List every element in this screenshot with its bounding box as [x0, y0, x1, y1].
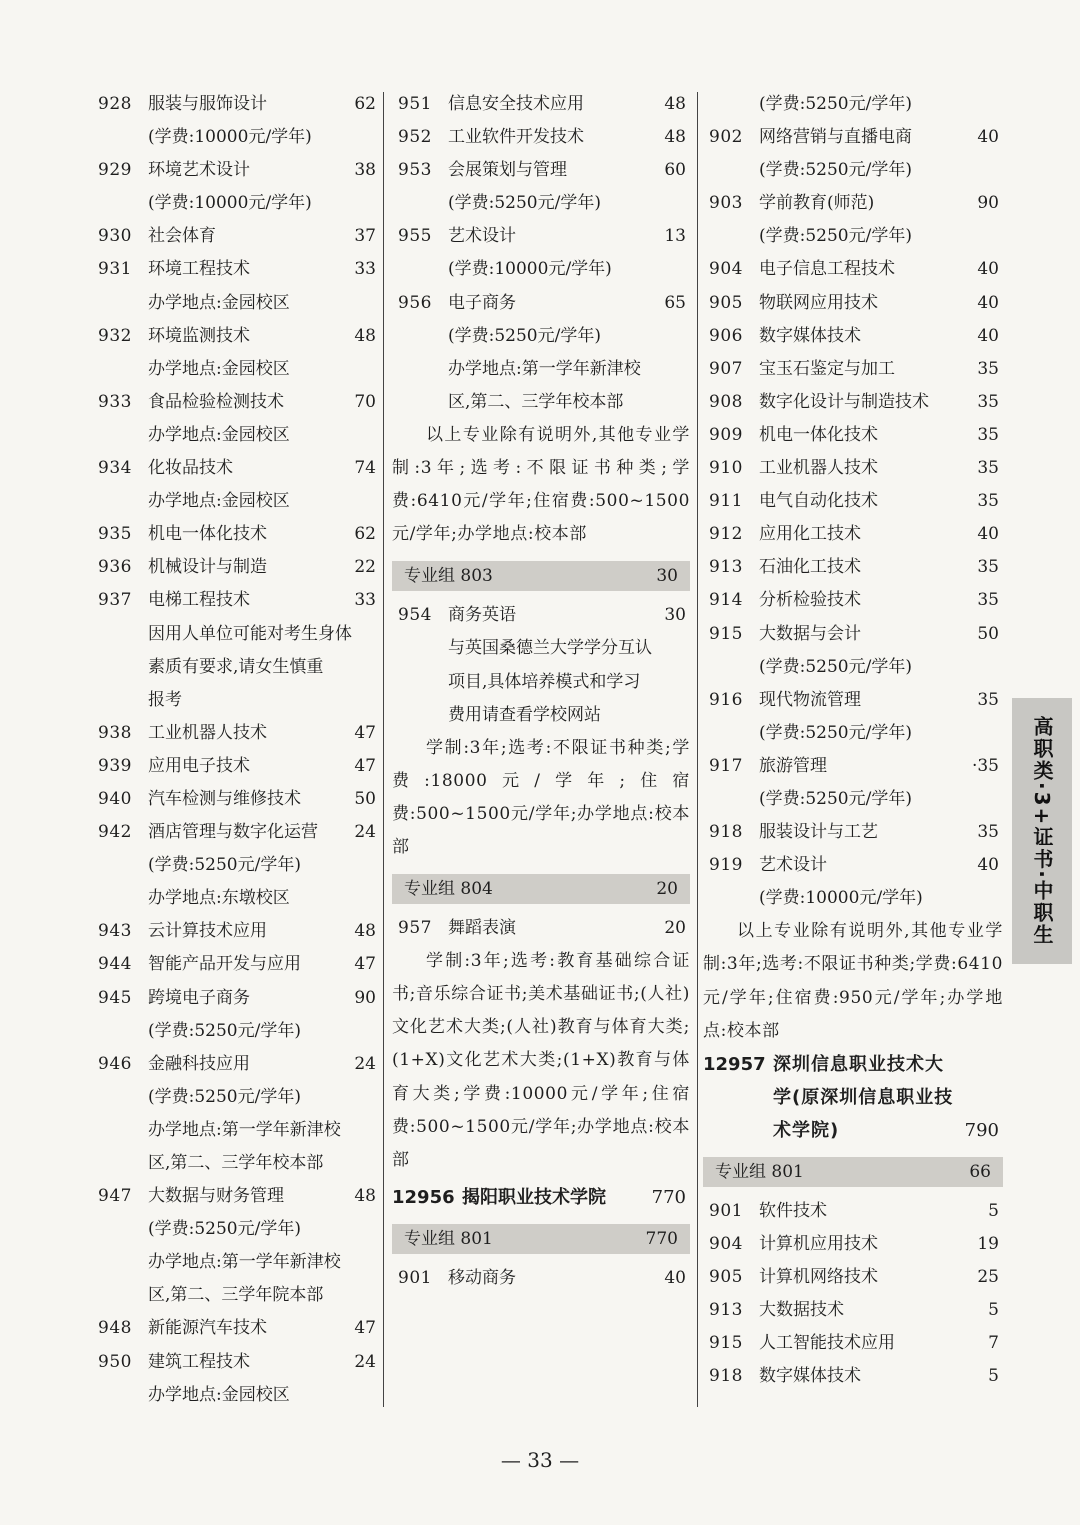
policy-paragraph: 学制:3年;选考:教育基础综合证书;音乐综合证书;美术基础证书;(人社)文化艺术大类;(人社)教育与体育大类;(1+X)文化艺术大类;(1+X)教育与体育大类;学费:10000元/学年;住宿费:500~1500元/学年;办学地点:校本部 [392, 951, 690, 1170]
major-name: 化妆品技术 [148, 458, 233, 479]
major-note: (学费:5250元/学年) [759, 788, 912, 809]
major-code: 907 [709, 358, 743, 379]
column-3 [703, 88, 1003, 1408]
major-name: 现代物流管理 [759, 689, 861, 710]
major-note: (学费:5250元/学年) [759, 160, 912, 181]
major-name: 工业软件开发技术 [448, 127, 584, 148]
major-code: 957 [398, 918, 432, 939]
enrollment-count: 24 [354, 1053, 376, 1074]
major-note: (学费:5250元/学年) [759, 226, 912, 247]
enrollment-count: 48 [664, 94, 686, 114]
major-code: 950 [98, 1351, 132, 1372]
enrollment-count: 90 [354, 987, 376, 1008]
enrollment-count: 40 [977, 325, 999, 346]
major-code: 936 [98, 557, 132, 578]
major-note: 费用请查看学校网站 [448, 704, 601, 725]
school-count: 770 [651, 1186, 686, 1208]
section-side-tab: 高职类·3+证书·中职生 [1012, 698, 1072, 964]
column-divider [697, 92, 698, 1407]
major-row [703, 1327, 1003, 1360]
major-group-header [392, 874, 690, 904]
major-name: 宝玉石鉴定与加工 [759, 358, 895, 379]
major-row [92, 1346, 380, 1379]
major-note: (学费:5250元/学年) [148, 855, 301, 876]
major-name: 旅游管理 [759, 755, 827, 776]
enrollment-count: 40 [664, 1267, 686, 1288]
enrollment-count: 24 [354, 1351, 376, 1372]
major-code: 940 [98, 788, 132, 809]
major-code: 916 [709, 689, 743, 710]
major-code: 909 [709, 424, 743, 445]
major-name: 酒店管理与数字化运营 [148, 822, 318, 843]
group-count: 20 [656, 879, 678, 900]
major-note: (学费:10000元/学年) [148, 193, 312, 214]
major-note: 报考 [148, 689, 182, 710]
major-row [92, 551, 380, 584]
enrollment-count: 47 [354, 1318, 376, 1339]
major-row [703, 320, 1003, 353]
enrollment-count: 30 [664, 605, 686, 626]
enrollment-count: 40 [977, 292, 999, 313]
major-code: 929 [98, 160, 132, 181]
enrollment-count: 35 [977, 491, 999, 512]
group-label: 专业组 801 [404, 1228, 493, 1249]
major-note: 因用人单位可能对考生身体 [148, 623, 352, 644]
major-name: 金融科技应用 [148, 1053, 250, 1074]
major-code: 932 [98, 325, 132, 346]
major-name: 电气自动化技术 [759, 491, 878, 512]
enrollment-count: 35 [977, 391, 999, 412]
school-name: 深圳信息职业技术大学(原深圳信息职业技术学院) [773, 1053, 954, 1141]
major-name: 软件技术 [759, 1201, 827, 1221]
enrollment-count: 60 [664, 160, 686, 181]
major-name: 云计算技术应用 [148, 921, 267, 942]
group-label: 专业组 801 [715, 1162, 804, 1182]
school-name: 揭阳职业技术学院 [462, 1186, 606, 1208]
enrollment-count: 19 [977, 1234, 999, 1255]
major-code: 914 [709, 590, 743, 611]
major-row [703, 849, 1003, 882]
major-row [703, 187, 1003, 220]
major-row [703, 386, 1003, 419]
major-note: 区,第二、三学年校本部 [148, 1153, 324, 1173]
major-note: 办学地点:金园校区 [148, 358, 290, 379]
major-row [92, 717, 380, 750]
major-name: 跨境电子商务 [148, 987, 250, 1008]
major-name: 应用电子技术 [148, 755, 250, 776]
enrollment-count: 24 [354, 822, 376, 843]
major-note: 办学地点:金园校区 [148, 292, 290, 313]
major-name: 舞蹈表演 [448, 918, 516, 939]
major-row [392, 88, 690, 121]
major-row [92, 816, 380, 849]
major-note: 项目,具体培养模式和学习 [448, 671, 641, 692]
enrollment-count: 40 [977, 855, 999, 876]
major-code: 912 [709, 524, 743, 545]
enrollment-count: 22 [354, 557, 376, 578]
enrollment-count: 13 [664, 226, 686, 247]
major-name: 汽车检测与维修技术 [148, 788, 301, 809]
major-code: 905 [709, 292, 743, 313]
major-name: 环境艺术设计 [148, 160, 250, 181]
major-code: 945 [98, 987, 132, 1008]
enrollment-count: 37 [354, 226, 376, 247]
major-row [92, 154, 380, 187]
major-name: 机电一体化技术 [759, 424, 878, 445]
major-name: 服装设计与工艺 [759, 822, 878, 843]
major-row [92, 253, 380, 286]
major-note: 与英国桑德兰大学学分互认 [448, 638, 652, 659]
school-code: 12956 [392, 1186, 455, 1208]
major-name: 大数据技术 [759, 1300, 844, 1321]
major-code: 942 [98, 822, 132, 843]
major-row [703, 121, 1003, 154]
column-divider [383, 92, 384, 1407]
major-name: 艺术设计 [759, 855, 827, 876]
major-row [92, 518, 380, 551]
major-group-header [392, 561, 690, 591]
major-row [703, 452, 1003, 485]
major-code: 938 [98, 722, 132, 743]
enrollment-count: 47 [354, 954, 376, 975]
enrollment-count: 5 [988, 1300, 999, 1321]
major-row [392, 912, 690, 945]
policy-paragraph: 以上专业除有说明外,其他专业学制:3年;选考:不限证书种类;学费:6410元/学年;住宿费:950元/学年;办学地点:校本部 [703, 921, 1003, 1041]
enrollment-count: 48 [354, 921, 376, 942]
major-code: 931 [98, 259, 132, 280]
major-name: 电子信息工程技术 [759, 259, 895, 280]
major-note: (学费:10000元/学年) [448, 259, 612, 280]
major-code: 906 [709, 325, 743, 346]
major-code: 919 [709, 855, 743, 876]
enrollment-count: 33 [354, 590, 376, 611]
major-name: 社会体育 [148, 226, 216, 247]
major-name: 数字化设计与制造技术 [759, 391, 929, 412]
group-label: 专业组 804 [404, 879, 493, 900]
major-row [703, 518, 1003, 551]
enrollment-count: 40 [977, 259, 999, 280]
major-code: 918 [709, 822, 743, 843]
major-row [703, 684, 1003, 717]
enrollment-count: 35 [977, 822, 999, 843]
major-row [703, 551, 1003, 584]
major-name: 工业机器人技术 [759, 458, 878, 479]
major-note: (学费:5250元/学年) [759, 656, 912, 677]
major-code: 952 [398, 127, 432, 148]
major-row [703, 353, 1003, 386]
enrollment-count: ·35 [971, 755, 999, 776]
major-code: 943 [98, 921, 132, 942]
major-group-header [392, 1224, 690, 1254]
major-row [92, 750, 380, 783]
enrollment-count: 35 [977, 590, 999, 611]
major-name: 环境监测技术 [148, 325, 250, 346]
major-row [392, 220, 690, 253]
major-group-header [703, 1157, 1003, 1187]
column-1 [92, 88, 380, 1408]
major-note: (学费:10000元/学年) [148, 127, 312, 148]
major-row [703, 485, 1003, 518]
major-row [392, 287, 690, 320]
major-name: 智能产品开发与应用 [148, 954, 301, 975]
major-note: 办学地点:金园校区 [148, 491, 290, 512]
enrollment-count: 38 [354, 160, 376, 181]
major-name: 食品检验检测技术 [148, 391, 284, 412]
major-name: 信息安全技术应用 [448, 94, 584, 114]
major-code: 904 [709, 259, 743, 280]
major-row [392, 1262, 690, 1295]
enrollment-count: 62 [354, 94, 376, 114]
enrollment-count: 35 [977, 424, 999, 445]
major-code: 908 [709, 391, 743, 412]
group-count: 770 [645, 1228, 678, 1249]
enrollment-count: 62 [354, 524, 376, 545]
major-row [703, 1228, 1003, 1261]
major-name: 工业机器人技术 [148, 722, 267, 743]
major-name: 电子商务 [448, 292, 516, 313]
major-code: 901 [398, 1267, 432, 1288]
group-count: 30 [656, 566, 678, 587]
major-name: 新能源汽车技术 [148, 1318, 267, 1339]
major-note: 办学地点:第一学年新津校 [448, 358, 641, 379]
enrollment-count: 48 [354, 1186, 376, 1207]
major-row [92, 1312, 380, 1345]
major-note: (学费:5250元/学年) [148, 1086, 301, 1107]
major-code: 930 [98, 226, 132, 247]
major-code: 951 [398, 94, 432, 114]
major-row [92, 220, 380, 253]
major-code: 947 [98, 1186, 132, 1207]
enrollment-count: 20 [664, 918, 686, 939]
major-name: 会展策划与管理 [448, 160, 567, 181]
major-row [392, 121, 690, 154]
major-code: 953 [398, 160, 432, 181]
major-row [92, 88, 380, 121]
enrollment-count: 47 [354, 722, 376, 743]
enrollment-count: 47 [354, 755, 376, 776]
major-note: 素质有要求,请女生慎重 [148, 656, 324, 677]
enrollment-count: 40 [977, 524, 999, 545]
major-code: 928 [98, 94, 132, 114]
major-row [703, 618, 1003, 651]
major-note: (学费:5250元/学年) [448, 193, 601, 214]
major-note: 办学地点:金园校区 [148, 424, 290, 445]
major-row [703, 1294, 1003, 1327]
major-code: 954 [398, 605, 432, 626]
major-code: 913 [709, 1300, 743, 1321]
major-code: 904 [709, 1234, 743, 1255]
major-row [92, 783, 380, 816]
major-row [703, 750, 1003, 783]
major-code: 956 [398, 292, 432, 313]
major-code: 944 [98, 954, 132, 975]
major-name: 环境工程技术 [148, 259, 250, 280]
major-name: 计算机网络技术 [759, 1267, 878, 1288]
major-note: 办学地点:东墩校区 [148, 888, 290, 909]
enrollment-count: 65 [664, 292, 686, 313]
enrollment-count: 74 [354, 458, 376, 479]
group-count: 66 [969, 1162, 991, 1182]
major-row [92, 948, 380, 981]
major-name: 机械设计与制造 [148, 557, 267, 578]
major-name: 电梯工程技术 [148, 590, 250, 611]
major-note: (学费:5250元/学年) [448, 325, 601, 346]
major-row [92, 452, 380, 485]
enrollment-count: 33 [354, 259, 376, 280]
column-2 [392, 88, 690, 1408]
school-count: 790 [964, 1119, 999, 1141]
major-code: 918 [709, 1366, 743, 1387]
major-name: 数字媒体技术 [759, 1366, 861, 1387]
major-note: (学费:5250元/学年) [148, 1020, 301, 1041]
major-code: 910 [709, 458, 743, 479]
major-row [703, 816, 1003, 849]
major-code: 933 [98, 391, 132, 412]
major-row [703, 253, 1003, 286]
enrollment-count: 35 [977, 557, 999, 578]
major-note: 办学地点:第一学年新津校 [148, 1119, 341, 1140]
major-row [703, 1261, 1003, 1294]
page-number: — 33 — [500, 1448, 580, 1472]
major-code: 955 [398, 226, 432, 247]
major-code: 934 [98, 458, 132, 479]
major-name: 大数据与会计 [759, 623, 861, 644]
major-note: (学费:5250元/学年) [148, 1219, 301, 1240]
major-code: 939 [98, 755, 132, 776]
major-code: 915 [709, 1333, 743, 1354]
major-code: 946 [98, 1053, 132, 1074]
major-row [92, 584, 380, 617]
major-code: 935 [98, 524, 132, 545]
major-row [703, 419, 1003, 452]
enrollment-count: 35 [977, 358, 999, 379]
enrollment-count: 48 [664, 127, 686, 148]
enrollment-count: 40 [977, 127, 999, 148]
major-note: 区,第二、三学年校本部 [448, 391, 624, 412]
major-row [92, 1180, 380, 1213]
enrollment-count: 70 [354, 391, 376, 412]
major-code: 905 [709, 1267, 743, 1288]
major-code: 937 [98, 590, 132, 611]
major-code: 948 [98, 1318, 132, 1339]
major-name: 建筑工程技术 [148, 1351, 250, 1372]
enrollment-count: 25 [977, 1267, 999, 1288]
major-note: (学费:10000元/学年) [759, 888, 923, 909]
major-name: 机电一体化技术 [148, 524, 267, 545]
major-note: 办学地点:金园校区 [148, 1384, 290, 1405]
major-code: 911 [709, 491, 743, 512]
major-name: 分析检验技术 [759, 590, 861, 611]
major-code: 902 [709, 127, 743, 148]
major-row [703, 1360, 1003, 1393]
policy-paragraph: 以上专业除有说明外,其他专业学制:3年;选考:不限证书种类;学费:6410元/学年;住宿费:500~1500元/学年;办学地点:校本部 [392, 424, 690, 545]
major-row [92, 320, 380, 353]
major-code: 901 [709, 1201, 743, 1221]
major-row [392, 599, 690, 632]
enrollment-count: 5 [988, 1201, 999, 1221]
major-name: 数字媒体技术 [759, 325, 861, 346]
major-name: 服装与服饰设计 [148, 94, 267, 114]
major-row [703, 287, 1003, 320]
major-name: 石油化工技术 [759, 557, 861, 578]
major-row [703, 1195, 1003, 1228]
enrollment-count: 35 [977, 689, 999, 710]
school-heading [703, 1048, 1003, 1147]
major-row [392, 154, 690, 187]
major-note: (学费:5250元/学年) [759, 722, 912, 743]
enrollment-count: 5 [988, 1366, 999, 1387]
group-label: 专业组 803 [404, 566, 493, 587]
major-name: 大数据与财务管理 [148, 1186, 284, 1207]
major-name: 商务英语 [448, 605, 516, 626]
major-code: 917 [709, 755, 743, 776]
major-row [92, 1048, 380, 1081]
major-row [92, 386, 380, 419]
major-row [92, 982, 380, 1015]
major-name: 应用化工技术 [759, 524, 861, 545]
major-code: 903 [709, 193, 743, 214]
major-name: 移动商务 [448, 1267, 516, 1288]
major-row [703, 584, 1003, 617]
enrollment-count: 90 [977, 193, 999, 214]
major-name: 计算机应用技术 [759, 1234, 878, 1255]
major-code: 913 [709, 557, 743, 578]
school-code: 12957 [703, 1053, 766, 1075]
enrollment-count: 7 [988, 1333, 999, 1354]
major-note: 区,第二、三学年院本部 [148, 1285, 324, 1306]
major-note: 办学地点:第一学年新津校 [148, 1252, 341, 1273]
policy-paragraph: 学制:3年;选考:不限证书种类;学费:18000元/学年;住宿费:500~1500元/学年;办学地点:校本部 [392, 737, 690, 857]
enrollment-count: 50 [354, 788, 376, 809]
major-name: 网络营销与直播电商 [759, 127, 912, 148]
major-name: 学前教育(师范) [759, 193, 875, 214]
major-note: (学费:5250元/学年) [759, 94, 912, 114]
major-name: 艺术设计 [448, 226, 516, 247]
school-heading [392, 1181, 690, 1214]
enrollment-count: 35 [977, 458, 999, 479]
major-row [92, 915, 380, 948]
major-name: 人工智能技术应用 [759, 1333, 895, 1354]
major-code: 915 [709, 623, 743, 644]
enrollment-count: 50 [977, 623, 999, 644]
enrollment-count: 48 [354, 325, 376, 346]
major-name: 物联网应用技术 [759, 292, 878, 313]
